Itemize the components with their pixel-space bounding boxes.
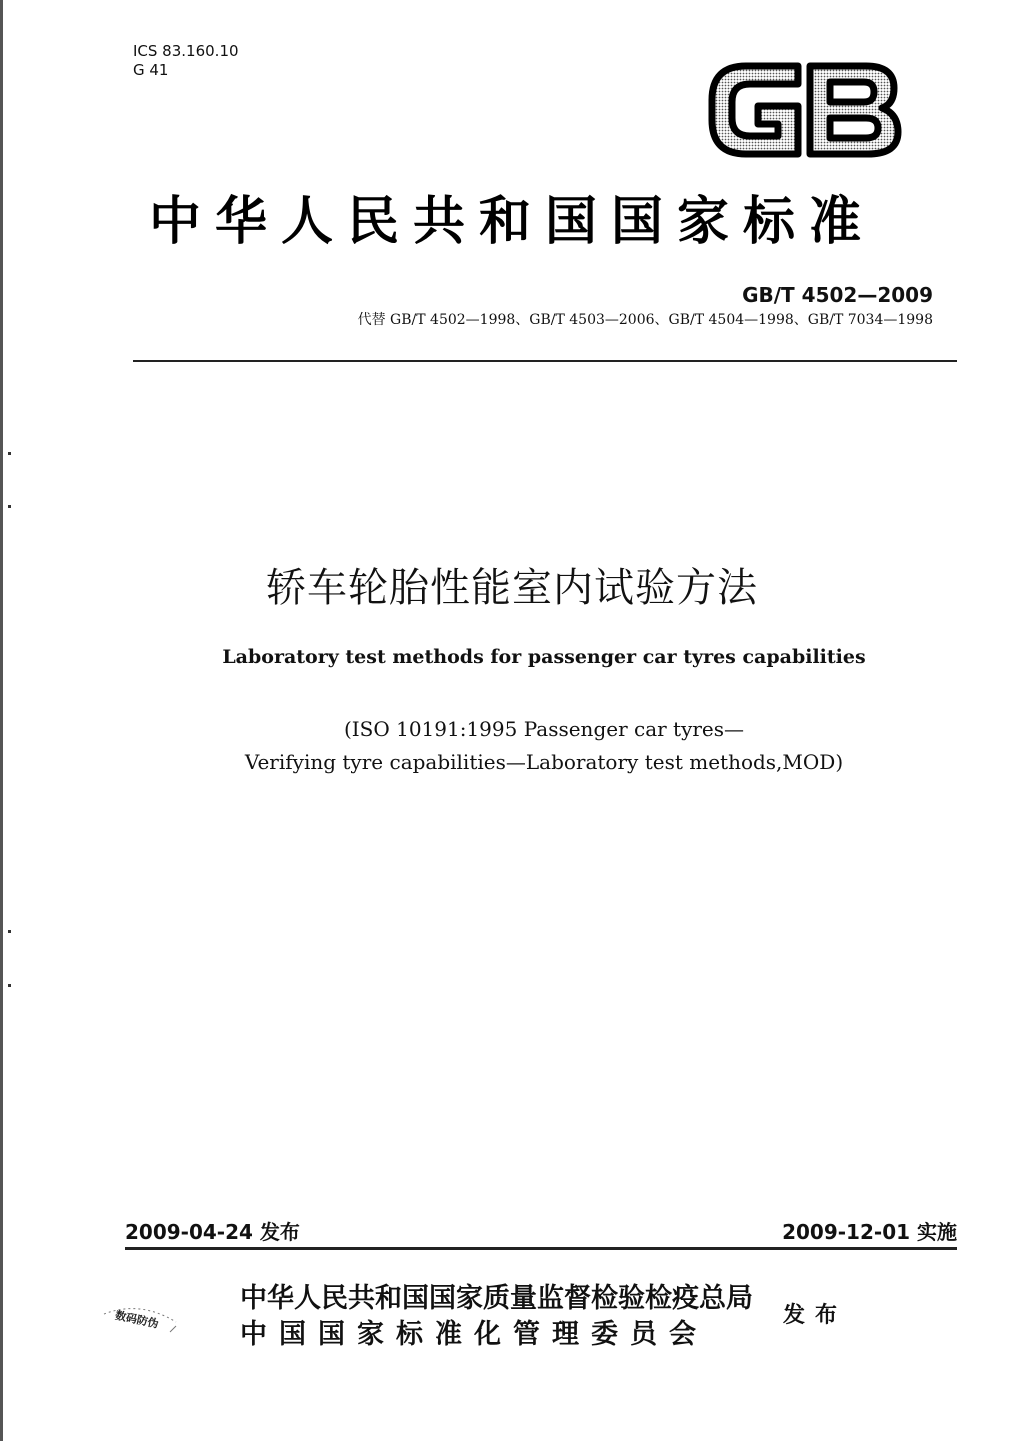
ics-code: ICS 83.160.10: [133, 42, 239, 60]
classification-codes: [133, 42, 239, 80]
iso-reference-line-1: (ISO 10191:1995 Passenger car tyres—: [343, 717, 745, 741]
iso-reference: [0, 713, 1024, 779]
replaces-standards: 代替 GB/T 4502—1998、GB/T 4503—2006、GB/T 4504—1998、GB/T 7034—1998: [357, 312, 933, 328]
margin-mark: [8, 452, 11, 455]
iso-reference-line-2: Verifying tyre capabilities—Laboratory test methods,MOD): [244, 750, 844, 774]
issuer-sac: 中国国家标准化管理委员会: [240, 1319, 708, 1350]
main-title: 中华人民共和国国家标准: [148, 191, 875, 252]
issuer-aqsiq: 中华人民共和国国家质量监督检验检疫总局: [240, 1283, 753, 1314]
margin-mark: [8, 505, 11, 508]
chinese-title: 轿车轮胎性能室内试验方法: [266, 565, 758, 611]
header-divider: [133, 360, 957, 362]
publish-label: 发布: [783, 1303, 848, 1328]
footer-divider: [125, 1247, 957, 1250]
english-title: Laboratory test methods for passenger car tyres capabilities: [222, 646, 866, 668]
gb-logo: [706, 60, 902, 160]
implementation-date: 2009-12-01 实施: [782, 1220, 957, 1244]
margin-mark: [8, 984, 11, 987]
stamp-text: 数码防伪: [113, 1308, 160, 1331]
margin-mark: [8, 930, 11, 933]
ccs-code: G 41: [133, 61, 169, 79]
standard-number: GB/T 4502—2009: [742, 283, 933, 307]
issue-date: 2009-04-24 发布: [125, 1220, 300, 1244]
anti-counterfeit-stamp: [100, 1304, 180, 1344]
